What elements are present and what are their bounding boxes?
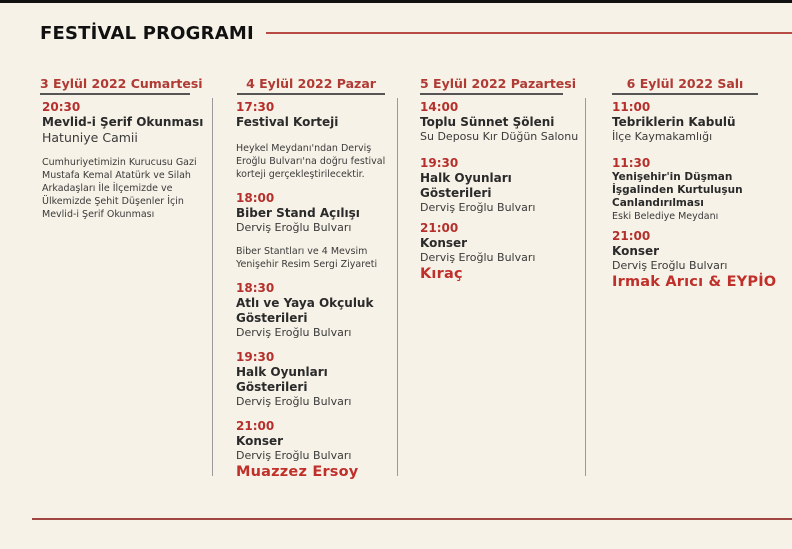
event-name: Konser [236,434,284,448]
event-name: Halk Oyunları Gösterileri [420,171,512,200]
event-artist: Irmak Arıcı & EYPİO [612,274,777,290]
event-name: Festival Korteji [236,115,339,129]
column-divider [397,98,398,476]
event-time: 21:00 [236,419,275,433]
event-time: 14:00 [420,100,459,114]
event-time: 11:30 [612,156,651,170]
event-place: Eski Belediye Meydanı [612,211,719,222]
event-item [420,221,585,284]
event-description: Biber Stantları ve 4 Mevsim Yenişehir Resim Sergi Ziyareti [236,246,378,270]
day-heading: 5 Eylül 2022 Pazartesi [420,76,563,95]
event-time: 19:30 [420,156,459,170]
event-artist: Muazzez Ersoy [236,464,359,480]
event-name: Tebriklerin Kabulü [612,115,736,129]
event-time: 11:00 [612,100,651,114]
event-time: 17:30 [236,100,275,114]
day-column-2 [237,76,385,95]
event-item [236,281,396,340]
event-item [612,100,792,144]
header [40,20,792,46]
event-place: Derviş Eroğlu Bulvarı [612,259,728,272]
day-2-events [236,100,396,492]
column-divider [585,98,586,476]
event-item [236,350,396,409]
day-column-1 [40,76,203,95]
day-heading: 4 Eylül 2022 Pazar [237,76,385,95]
day-column-4 [612,76,758,95]
event-name: Halk Oyunları Gösterileri [236,365,328,394]
bottom-rule [32,518,792,520]
event-item [236,419,396,482]
event-name: Atlı ve Yaya Okçuluk Gösterileri [236,296,374,325]
event-time: 18:00 [236,191,275,205]
event-item [612,229,792,292]
event-time: 21:00 [420,221,459,235]
event-name: Biber Stand Açılışı [236,206,360,220]
event-name: Konser [420,236,468,250]
event-place: Derviş Eroğlu Bulvarı [236,326,352,339]
top-border [0,0,792,3]
event-time: 19:30 [236,350,275,364]
event-item [236,100,396,181]
event-name: Yenişehir'in Düşman İşgalinden Kurtuluşun Canlandırılması [612,171,743,209]
event-item [42,100,207,221]
event-place: Derviş Eroğlu Bulvarı [420,201,536,214]
day-heading: 6 Eylül 2022 Salı [612,76,758,95]
event-description: Cumhuriyetimizin Kurucusu Gazi Mustafa Kemal Atatürk ve Silah Arkadaşları İle İlçemizde ve Ülkemizde Şehit Düşenler İçin Mevlid-i Şerif Okunması [42,157,197,220]
day-3-events [420,100,585,294]
event-place: Derviş Eroğlu Bulvarı [236,221,352,234]
event-time: 18:30 [236,281,275,295]
day-4-events [612,100,792,302]
event-item [236,191,396,271]
event-name: Konser [612,244,660,258]
event-place: Derviş Eroğlu Bulvarı [236,395,352,408]
event-item [420,100,585,144]
event-place: Derviş Eroğlu Bulvarı [420,251,536,264]
day-1-events [42,100,207,231]
event-time: 21:00 [612,229,651,243]
event-item [612,156,792,223]
event-place: Hatuniye Camii [42,130,138,145]
column-divider [212,98,213,476]
day-heading: 3 Eylül 2022 Cumartesi [40,76,190,95]
day-column-3 [420,76,577,95]
title-rule [266,32,792,34]
event-place: Derviş Eroğlu Bulvarı [236,449,352,462]
event-name: Mevlid-i Şerif Okunması [42,115,204,129]
event-description: Heykel Meydanı'ndan Derviş Eroğlu Bulvarı'na doğru festival korteji gerçekleştirilecektir. [236,143,386,180]
event-item [420,156,585,215]
event-artist: Kıraç [420,266,463,282]
event-place: İlçe Kaymakamlığı [612,130,713,143]
event-name: Toplu Sünnet Şöleni [420,115,555,129]
page-title: FESTİVAL PROGRAMI [40,22,254,44]
event-place: Su Deposu Kır Düğün Salonu [420,130,579,143]
event-time: 20:30 [42,100,81,114]
